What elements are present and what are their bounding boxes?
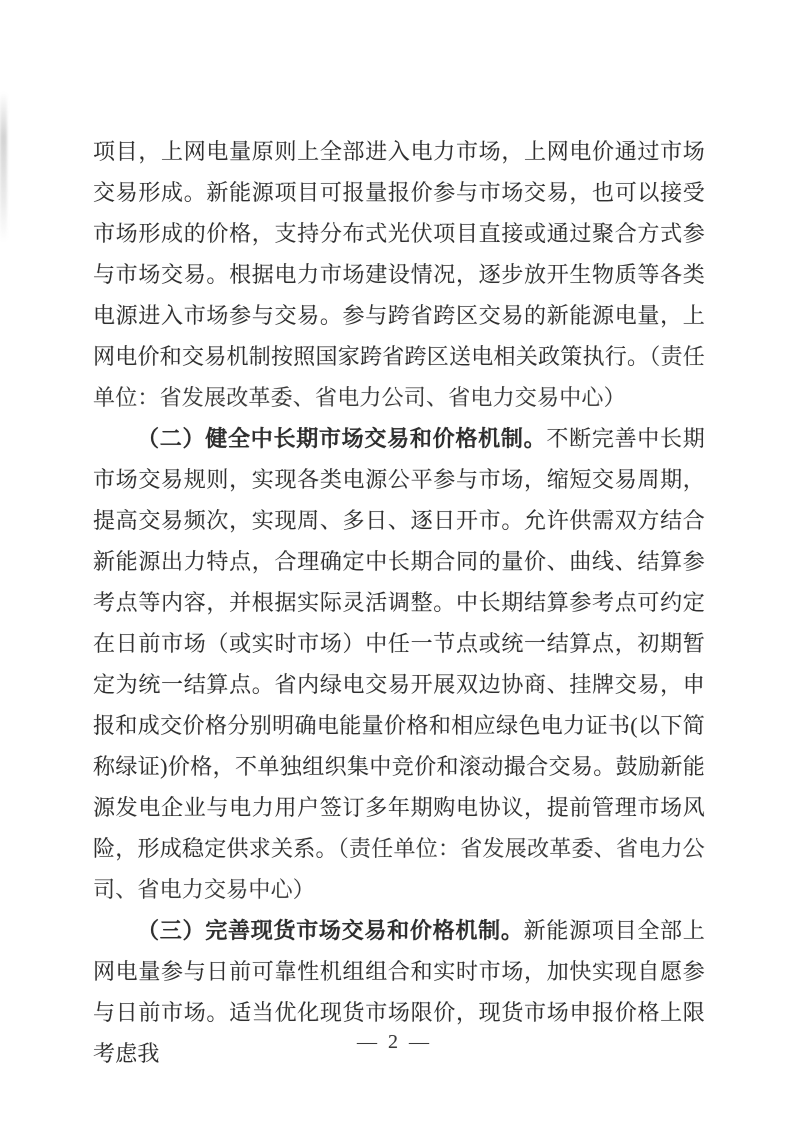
paragraph-body-text: 不断完善中长期市场交易规则，实现各类电源公平参与市场，缩短交易周期，提高交易频次，实现周、多日、逐日开市。允许供需双方结合新能源出力特点，合理确定中长期合同的量价、曲线、结算参考点等内容，并根据实际灵活调整。中长期结算参考点可约定在日前市场（或实时市场）中任一节点或统一结算点，初期暂定为统一结算点。省内绿电交易开展双边协商、挂牌交易，申报和成交价格分别明确电能量价格和相应绿色电力证书(以下简称绿证)价格，不单独组织集中竞价和滚动撮合交易。鼓励新能源发电企业与电力用户签订多年期购电协议，提前管理市场风险，形成稳定供求关系。: [93, 426, 705, 861]
responsible-unit-note: （责任单位：省发展改革委、省电力公司、省电力交易中心）: [93, 836, 706, 902]
paragraph-continuation: [93, 131, 705, 418]
paragraph-body-text: 项目，上网电量原则上全部进入电力市场，上网电价通过市场交易形成。新能源项目可报量报价参与市场交易，也可以接受市场形成的价格，支持分布式光伏项目直接或通过聚合方式参与市场交易。根据电力市场建设情况，逐步放开生物质等各类电源进入市场参与交易。参与跨省跨区交易的新能源电量，上网电价和交易机制按照国家跨省跨区送电相关政策执行。: [93, 139, 705, 369]
responsible-unit-note: （责任单位：省发展改革委、省电力公司、省电力交易中心）: [93, 344, 705, 410]
scan-smudge-artifact: [0, 92, 7, 242]
page-number: — 2 —: [357, 1031, 432, 1053]
paragraph-body-text: 新能源项目全部上网电量参与日前可靠性机组组合和实时市场，加快实现自愿参与日前市场。适当优化现货市场限价，现货市场申报价格上限考虑我: [93, 918, 705, 1066]
section-2-heading: （二）健全中长期市场交易和价格机制。: [137, 426, 547, 451]
paragraph-section-2: [93, 418, 705, 910]
section-3-heading: （三）完善现货市场交易和价格机制。: [137, 918, 524, 943]
document-text-block: [93, 131, 705, 1074]
